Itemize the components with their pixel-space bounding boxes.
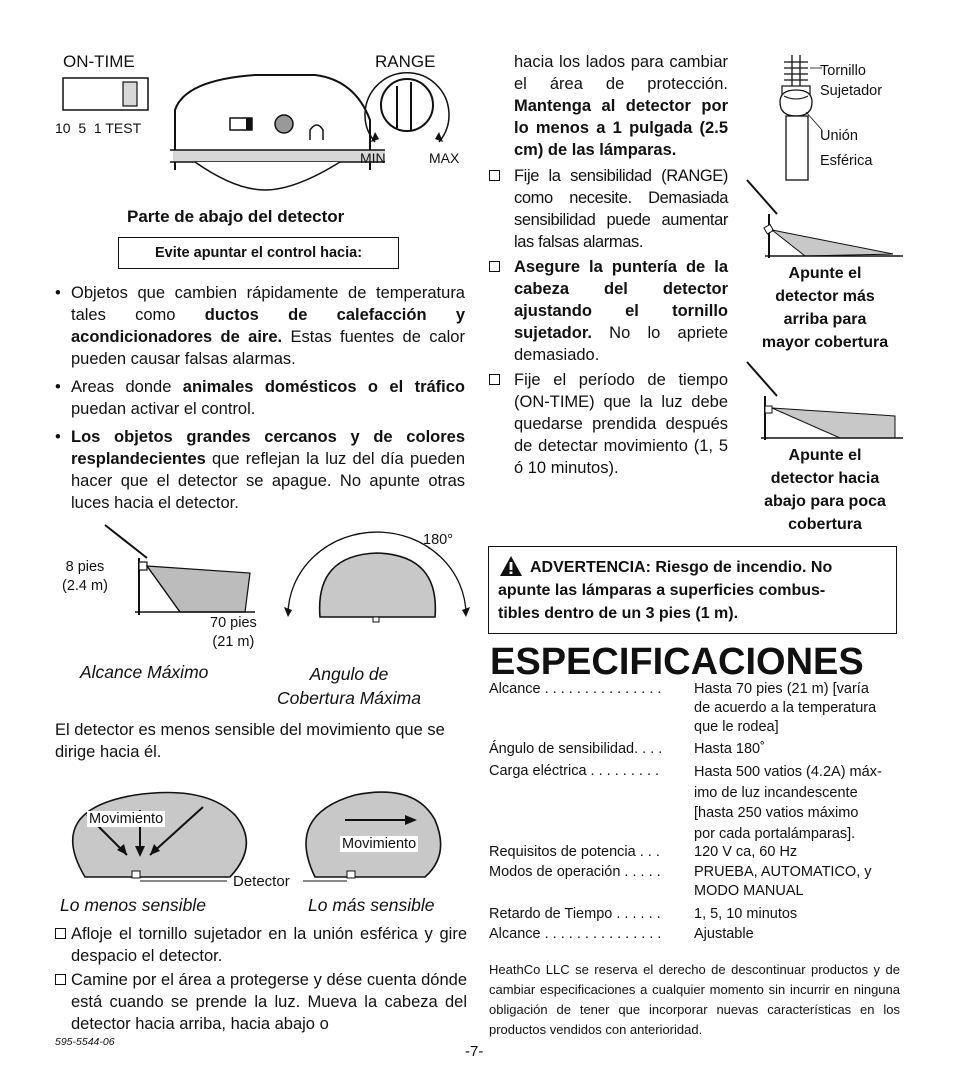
spec-value-line: 120 V ca, 60 Hz [694, 844, 798, 860]
step-text: Fije la sensibilidad (RANGE) como necesite. Demasiada sensibilidad puede aumentar las falsas alarmas. [514, 167, 728, 251]
caption-line: cobertura [788, 516, 862, 533]
sensitivity-text: El detector es menos sensible del movimiento que se dirige hacia él. [55, 721, 445, 761]
detector-bottom-drawing [55, 50, 475, 225]
spec-value [694, 680, 909, 737]
bullet-text-bold: animales domésticos o el tráfico [182, 378, 465, 396]
screw-label [820, 61, 882, 101]
caption-line: Apunte el [788, 447, 862, 464]
bullet-icon: • [55, 428, 61, 446]
caption-line: detector más [775, 288, 875, 305]
spec-value-line: MODO MANUAL [694, 883, 804, 899]
max-label: MAX [429, 150, 460, 166]
angle-caption-line: Angulo de [309, 664, 389, 684]
spec-value-line: Hasta 500 vatios (4.2A) máx- [694, 764, 882, 780]
caption-line: arriba para [783, 311, 867, 328]
step-aim [489, 256, 728, 366]
bullet-text: Areas donde [71, 378, 183, 396]
avoid-box: Evite apuntar el control hacia: [118, 237, 399, 269]
spec-label: Retardo de Tiempo . . . . . . [489, 906, 661, 922]
step-on-time [489, 369, 728, 479]
checkbox-icon [55, 928, 66, 939]
right-motion-label: Movimiento [342, 836, 417, 852]
bullet-text: Estas fuentes de calor pueden causar falsas alarmas. [71, 328, 465, 368]
spec-value-line: imo de luz incandescente [694, 784, 858, 801]
angle-label: 180° [423, 532, 453, 548]
step-text: No lo apriete demasiado. [514, 324, 728, 364]
warning-box [488, 546, 897, 634]
aim-down-drawing [745, 360, 905, 442]
caption-line: mayor cobertura [761, 334, 889, 351]
continuation-text [514, 51, 728, 161]
range-label: RANGE [375, 52, 436, 71]
warning-line: apunte las lámparas a superficies combus- [498, 582, 826, 599]
left-steps [55, 923, 467, 1035]
spec-value [694, 863, 909, 901]
avoid-item-2 [55, 376, 465, 420]
bullet-text-bold: Los objetos grandes cercanos y de colores resplandecientes [71, 428, 465, 468]
bullet-icon: • [55, 378, 61, 396]
joint-label-line: Esférica [820, 153, 873, 169]
spec-row-load [489, 762, 909, 842]
spec-value-line: Ajustable [694, 926, 754, 942]
range-caption: Alcance Máximo [80, 662, 209, 682]
spec-value-line: por cada portalámparas]. [694, 825, 856, 842]
bullet-text: que reflejan la luz del día pueden hacer que el detector se apague. No apunte otras luces hacia el detector. [71, 450, 465, 512]
detector-label: Detector [233, 873, 290, 890]
spec-row-angle [489, 740, 909, 759]
joint-label [820, 124, 872, 174]
checkbox-icon [489, 170, 500, 181]
left-motion-caption: Lo menos sensible [60, 895, 206, 915]
on-time-scale: 10 5 1 TEST [55, 120, 142, 136]
spec-label: Modos de operación . . . . . [489, 864, 661, 880]
joint-label-line: Unión [820, 128, 858, 144]
warning-line: ADVERTENCIA: Riesgo de incendio. No [530, 559, 833, 576]
spec-value-line: PRUEBA, AUTOMATICO, y [694, 864, 872, 880]
avoid-item-1 [55, 282, 465, 370]
caption-line: detector hacia [770, 470, 880, 487]
bullet-text-bold: ductos de calefacción y acondicionadores de aire. [71, 306, 465, 346]
spec-label: Requisitos de potencia . . . [489, 844, 660, 860]
bullet-icon: • [55, 284, 61, 302]
page-number: -7- [465, 1043, 484, 1060]
step-sensitivity [489, 165, 728, 253]
disclaimer: HeathCo LLC se reserva el derecho de descontinuar productos y de cambiar especificaciones a cualquier momento sin incurrir en ninguna obligación de tener que incorporar nuevas características en los productos vendidos con anterioridad. [489, 962, 900, 1037]
spec-value-line: 1, 5, 10 minutos [694, 906, 798, 922]
warning-line: tibles dentro de un 3 pies (1 m). [498, 605, 739, 622]
right-motion-caption: Lo más sensible [308, 895, 435, 915]
spec-row-power [489, 843, 909, 862]
avoid-item-3 [55, 426, 465, 514]
avoid-list [55, 282, 465, 514]
spec-row-range-adjust [489, 925, 909, 944]
screw-label-line: Tornillo [820, 63, 866, 79]
spec-label: Carga eléctrica . . . . . . . . . [489, 763, 660, 779]
distance-label-line: (21 m) [212, 634, 255, 650]
spec-value-line: de acuerdo a la temperatura [694, 700, 877, 716]
bullet-text: Objetos que cambien rápidamente de temperatura tales como [71, 284, 465, 324]
continuation-plain: hacia los lados para cambiar el área de protección. [514, 53, 728, 93]
spec-label: Alcance . . . . . . . . . . . . . . . [489, 926, 662, 942]
detector-bottom-figure [55, 50, 475, 225]
on-time-label: ON-TIME [63, 52, 135, 71]
min-label: MIN [360, 150, 386, 166]
caption-line: Apunte el [788, 265, 862, 282]
warning-icon [499, 555, 523, 577]
step-text: Afloje el tornillo sujetador en la unión esférica y gire despacio el detector. [71, 925, 467, 965]
step-text: Fije el período de tiempo (ON-TIME) que la luz debe quedarse prendida después de detectar movimiento (1, 5 ó 10 minutos). [514, 371, 728, 477]
spec-value [694, 925, 909, 944]
spec-value [694, 905, 909, 924]
spec-value-line: Hasta 180˚ [694, 741, 765, 757]
checkbox-icon [489, 374, 500, 385]
step-loosen [55, 923, 467, 967]
range-distance-label [210, 614, 257, 652]
spec-value-line: que le rodea] [694, 719, 779, 735]
step-text: Camine por el área a protegerse y dése cuenta dónde está cuando se prende la luz. Mueva la cabeza del detector hacia arriba, hacia abajo o [71, 971, 467, 1033]
continuation-bold: Mantenga al detector por lo menos a 1 pulgada (2.5 cm) de las lámparas. [514, 97, 728, 159]
caption-line: abajo para poca [764, 493, 886, 510]
spec-value [694, 762, 909, 844]
aim-up-drawing [745, 178, 905, 260]
bullet-text: puedan activar el control. [71, 400, 256, 418]
spec-row-modes [489, 863, 909, 899]
detector-bottom-caption: Parte de abajo del detector [127, 207, 345, 226]
height-label-line: (2.4 m) [62, 578, 108, 594]
screw-label-line: Sujetador [820, 83, 883, 99]
left-motion-label: Movimiento [89, 811, 164, 827]
right-steps [489, 165, 728, 479]
checkbox-icon [489, 261, 500, 272]
step-text-bold: Asegure la puntería de la cabeza del detector ajustando el tornillo sujetador. [514, 258, 728, 342]
aim-down-caption [745, 444, 905, 536]
spec-label: Alcance . . . . . . . . . . . . . . . [489, 681, 662, 697]
angle-caption-line: Cobertura Máxima [277, 688, 421, 708]
spec-value-line: Hasta 70 pies (21 m) [varía [694, 681, 869, 697]
angle-caption [263, 662, 435, 710]
checkbox-icon [55, 974, 66, 985]
spec-row-delay [489, 905, 909, 924]
aim-up-caption [745, 262, 905, 354]
height-label-line: 8 pies [65, 559, 105, 575]
step-walk [55, 969, 467, 1035]
range-height-label [62, 558, 108, 596]
spec-row-range [489, 680, 909, 735]
spec-label: Ángulo de sensibilidad. . . . [489, 741, 663, 757]
spec-value [694, 843, 909, 862]
specs-title: ESPECIFICACIONES [490, 641, 864, 683]
doc-number: 595-5544-06 [55, 1036, 115, 1048]
spec-value [694, 740, 909, 759]
spec-value-line: [hasta 250 vatios máximo [694, 805, 859, 821]
distance-label-line: 70 pies [210, 615, 257, 631]
